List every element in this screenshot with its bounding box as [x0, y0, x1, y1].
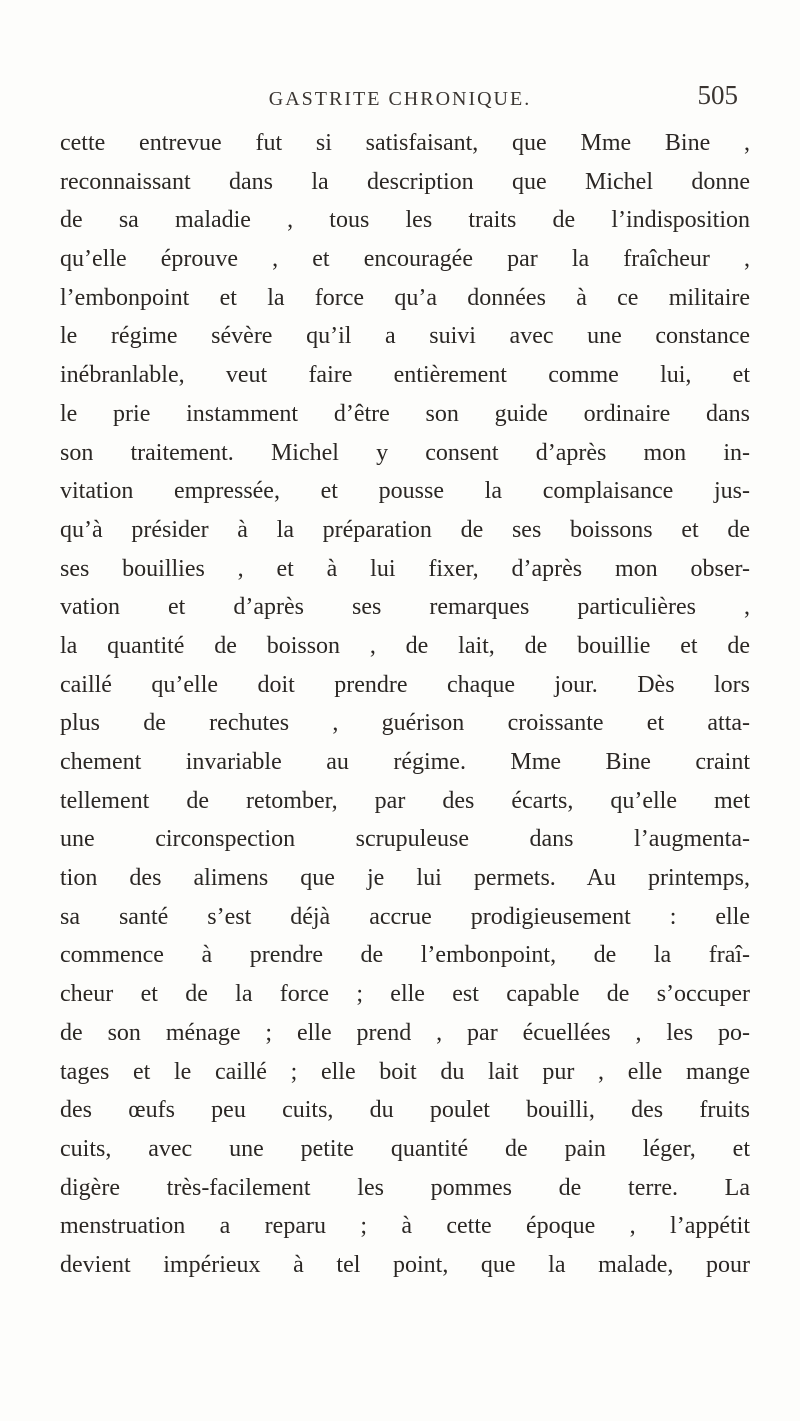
text-line: caillé qu’elle doit prendre chaque jour. Dès lors [60, 671, 750, 698]
text-line: qu’à présider à la préparation de ses boissons et de [60, 516, 750, 543]
text-line: cette entrevue fut si satisfaisant, que Mme Bine , [60, 130, 750, 156]
text-line: reconnaissant dans la description que Michel donne [60, 168, 750, 195]
text-line: l’embonpoint et la force qu’a données à ce militaire [60, 284, 750, 311]
text-line: le régime sévère qu’il a suivi avec une constance [60, 323, 750, 350]
running-head [0, 80, 800, 120]
text-line: sa santé s’est déjà accrue prodigieusement : elle [60, 903, 750, 930]
text-line: vation et d’après ses remarques particulières , [60, 594, 750, 621]
text-line: devient impérieux à tel point, que la malade, pour [60, 1251, 750, 1278]
text-line: tellement de retomber, par des écarts, qu’elle met [60, 787, 750, 814]
text-line: plus de rechutes , guérison croissante et atta- [60, 710, 750, 737]
text-line: une circonspection scrupuleuse dans l’augmenta- [60, 826, 750, 853]
text-line: digère très-facilement les pommes de terre. La [60, 1174, 750, 1201]
body-text [60, 124, 750, 1285]
text-line: tages et le caillé ; elle boit du lait pur , elle mange [60, 1058, 750, 1085]
text-line: des œufs peu cuits, du poulet bouilli, des fruits [60, 1097, 750, 1124]
text-line: cuits, avec une petite quantité de pain léger, et [60, 1135, 750, 1162]
text-line: vitation empressée, et pousse la complaisance jus- [60, 478, 750, 505]
text-line: inébranlable, veut faire entièrement comme lui, et [60, 362, 750, 389]
text-line: tion des alimens que je lui permets. Au printemps, [60, 865, 750, 892]
text-line: ses bouillies , et à lui fixer, d’après mon obser- [60, 555, 750, 582]
text-line: de sa maladie , tous les traits de l’indisposition [60, 207, 750, 234]
text-line: chement invariable au régime. Mme Bine craint [60, 749, 750, 775]
text-line: menstruation a reparu ; à cette époque , l’appétit [60, 1213, 750, 1240]
text-line: son traitement. Michel y consent d’après mon in- [60, 439, 750, 466]
running-title: GASTRITE CHRONIQUE. [268, 88, 532, 110]
page-number: 505 [697, 80, 738, 110]
text-line: le prie instamment d’être son guide ordinaire dans [60, 400, 750, 427]
text-line: de son ménage ; elle prend , par écuellées , les po- [60, 1019, 750, 1046]
text-line: cheur et de la force ; elle est capable de s’occuper [60, 981, 750, 1008]
text-line: qu’elle éprouve , et encouragée par la fraîcheur , [60, 246, 750, 273]
text-line: la quantité de boisson , de lait, de bouillie et de [60, 632, 750, 659]
text-line: commence à prendre de l’embonpoint, de la fraî- [60, 942, 750, 969]
